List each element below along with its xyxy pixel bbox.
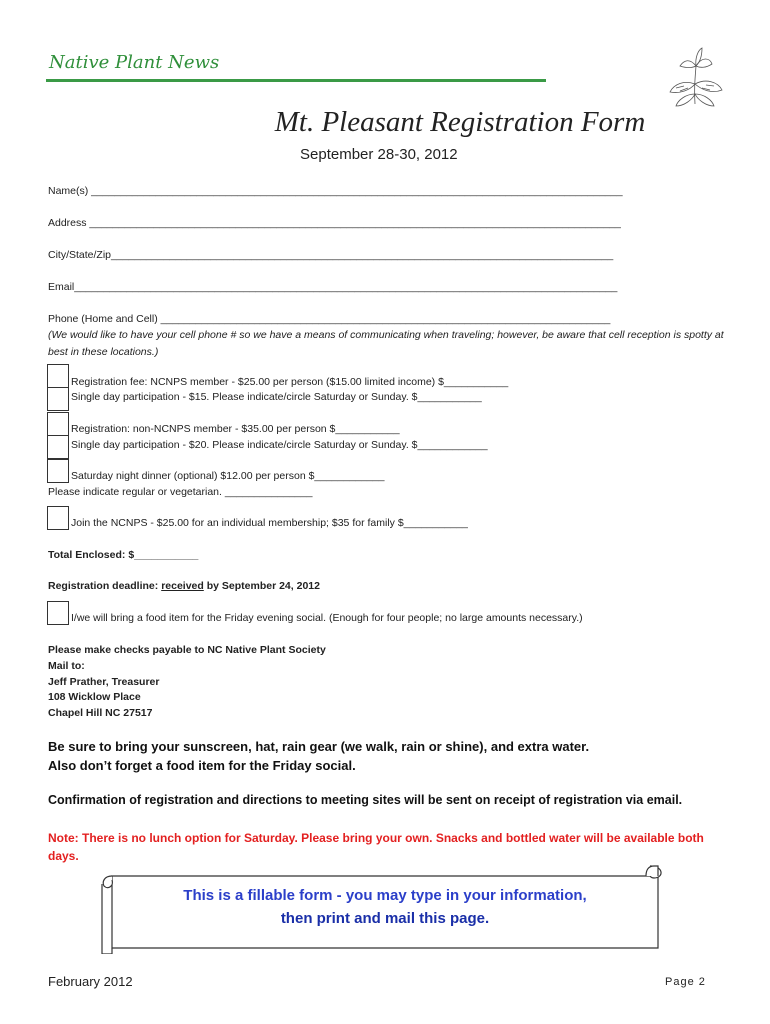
form-title-text: Mt. Pleasant Registration Form	[274, 106, 646, 138]
join-option: Join the NCNPS - $25.00 for an individual membership; $35 for family $___________	[71, 517, 468, 529]
email-field[interactable]: Email_____________________________________________________________________________________________	[48, 281, 618, 293]
city-state-zip-field[interactable]: City/State/Zip______________________________________________________________________________________	[48, 249, 614, 261]
total-enclosed[interactable]: Total Enclosed: $___________	[48, 549, 199, 561]
registration-deadline	[48, 580, 320, 592]
deadline-suffix: by September 24, 2012	[203, 580, 320, 592]
masthead-rule	[46, 79, 546, 82]
ncnps-member-checkbox[interactable]	[47, 364, 69, 388]
fillable-notice	[110, 884, 660, 930]
fillable-notice-line2: then print and mail this page.	[280, 910, 490, 927]
join-checkbox[interactable]	[47, 506, 69, 530]
member-single-day-checkbox[interactable]	[47, 387, 69, 411]
page-number: Page 2	[665, 976, 706, 988]
plant-illustration-icon	[662, 44, 728, 110]
mail-to-label: Mail to:	[48, 660, 85, 672]
masthead: Native Plant News	[49, 52, 220, 73]
form-title	[0, 106, 770, 139]
fillable-notice-line1: This is a fillable form - you may type in your information,	[183, 887, 587, 904]
member-single-day-option: Single day participation - $15. Please indicate/circle Saturday or Sunday. $___________	[71, 391, 482, 403]
deadline-received: received	[161, 580, 204, 592]
mail-name: Jeff Prather, Treasurer	[48, 676, 160, 688]
confirmation-text: Confirmation of registration and directions to meeting sites will be sent on receipt of registration via email.	[48, 793, 683, 807]
dinner-checkbox[interactable]	[47, 459, 69, 483]
food-reminder: Also don’t forget a food item for the Friday social.	[48, 758, 356, 773]
checks-payable: Please make checks payable to NC Native Plant Society	[48, 644, 326, 656]
mail-city: Chapel Hill NC 27517	[48, 707, 153, 719]
non-member-single-day-checkbox[interactable]	[47, 435, 69, 459]
food-item-option: I/we will bring a food item for the Friday evening social. (Enough for four people; no large amounts necessary.)	[71, 612, 583, 624]
non-member-single-day-option: Single day participation - $20. Please indicate/circle Saturday or Sunday. $____________	[71, 439, 488, 451]
deadline-prefix: Registration deadline:	[48, 580, 162, 592]
address-field[interactable]: Address ___________________________________________________________________________________________	[48, 217, 621, 229]
name-field[interactable]: Name(s) ___________________________________________________________________________________________	[48, 185, 623, 197]
lunch-note: Note: There is no lunch option for Saturday. Please bring your own. Snacks and bottled water will be available both days.	[48, 831, 704, 863]
phone-field[interactable]: Phone (Home and Cell) _____________________________________________________________________________	[48, 313, 611, 325]
non-member-checkbox[interactable]	[47, 412, 69, 436]
footer-date: February 2012	[48, 974, 133, 989]
non-member-option: Registration: non-NCNPS member - $35.00 per person $___________	[71, 423, 400, 435]
phone-note: (We would like to have your cell phone # so we have a means of communicating when traveling; however, be aware that cell reception is spotty at best in these locations.)	[48, 329, 724, 358]
ncnps-member-option: Registration fee: NCNPS member - $25.00 per person ($15.00 limited income) $___________	[71, 376, 509, 388]
food-item-checkbox[interactable]	[47, 601, 69, 625]
mail-street: 108 Wicklow Place	[48, 691, 141, 703]
bring-reminder: Be sure to bring your sunscreen, hat, rain gear (we walk, rain or shine), and extra water.	[48, 739, 590, 754]
event-date: September 28-30, 2012	[300, 146, 458, 163]
dinner-preference: Please indicate regular or vegetarian. _______________	[48, 486, 313, 498]
dinner-option: Saturday night dinner (optional) $12.00 per person $____________	[71, 470, 385, 482]
